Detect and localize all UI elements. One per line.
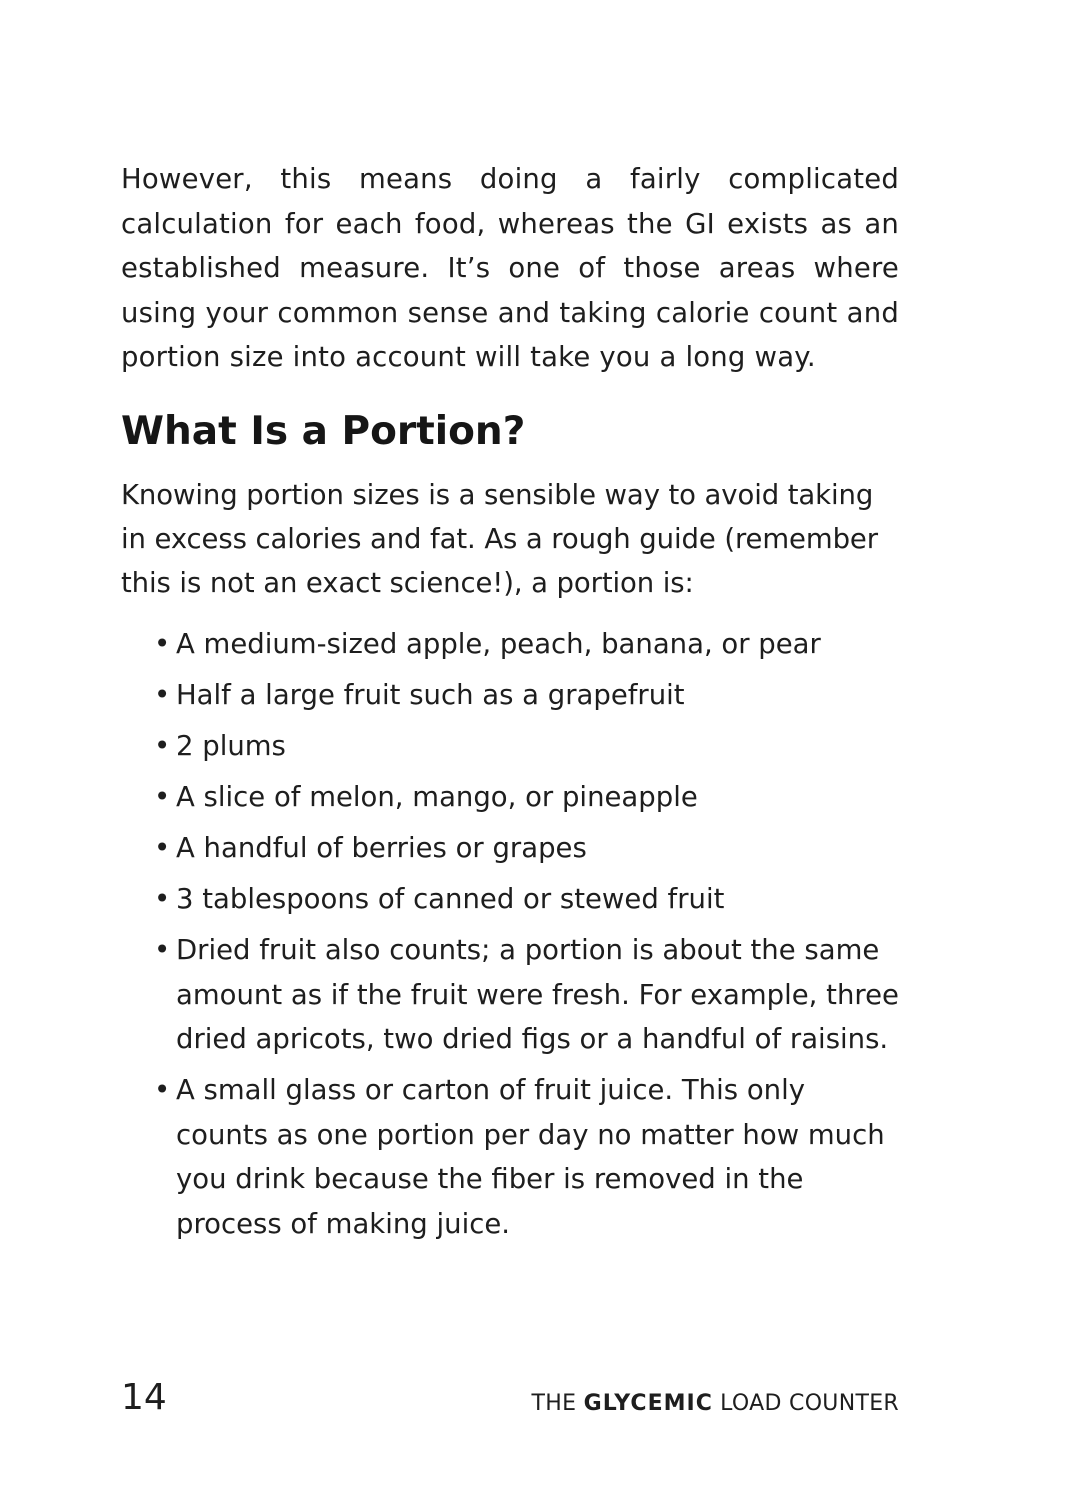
list-item bbox=[121, 775, 899, 820]
list-item-text: A handful of berries or grapes bbox=[176, 832, 587, 864]
footer-title-suffix: LOAD COUNTER bbox=[720, 1391, 899, 1416]
list-item bbox=[121, 622, 899, 667]
footer-title-prefix: THE bbox=[531, 1391, 577, 1416]
list-item bbox=[121, 673, 899, 718]
bullet-icon: • bbox=[154, 679, 171, 711]
list-item-text: Dried fruit also counts; a portion is about the same amount as if the fruit were fresh. For example, three dried apricots, two dried figs or a handful of raisins. bbox=[176, 934, 899, 1055]
bullet-icon: • bbox=[154, 832, 171, 864]
bullet-icon: • bbox=[154, 883, 171, 915]
list-item-text: Half a large fruit such as a grapefruit bbox=[176, 679, 685, 711]
list-item bbox=[121, 724, 899, 769]
bullet-icon: • bbox=[154, 781, 171, 813]
bullet-icon: • bbox=[154, 1074, 171, 1106]
list-item bbox=[121, 928, 899, 1062]
list-item-text: A small glass or carton of fruit juice. This only counts as one portion per day no matter how much you drink because the fiber is removed in the process of making juice. bbox=[176, 1074, 885, 1240]
portion-list bbox=[121, 622, 899, 1253]
page-number: 14 bbox=[121, 1377, 167, 1418]
list-item-text: 3 tablespoons of canned or stewed fruit bbox=[176, 883, 725, 915]
running-footer-title bbox=[532, 1389, 899, 1419]
list-item bbox=[121, 877, 899, 922]
list-item-text: A medium-sized apple, peach, banana, or pear bbox=[176, 628, 821, 660]
list-item bbox=[121, 826, 899, 871]
bullet-icon: • bbox=[154, 934, 171, 966]
section-lead-paragraph: Knowing portion sizes is a sensible way to avoid taking in excess calories and fat. As a rough guide (remember this is not an exact science!), a portion is: bbox=[121, 479, 878, 599]
footer-title-bold: GLYCEMIC bbox=[583, 1391, 713, 1416]
list-item-text: A slice of melon, mango, or pineapple bbox=[176, 781, 698, 813]
bullet-icon: • bbox=[154, 730, 171, 762]
bullet-icon: • bbox=[154, 628, 171, 660]
intro-paragraph: However, this means doing a fairly complicated calculation for each food, whereas the GI exists as an established measure. It’s one of those areas where using your common sense and taking calorie count and portion size into account will take you a long way. bbox=[121, 163, 899, 373]
list-item-text: 2 plums bbox=[176, 730, 286, 762]
section-heading: What Is a Portion? bbox=[121, 409, 526, 454]
list-item bbox=[121, 1068, 899, 1246]
